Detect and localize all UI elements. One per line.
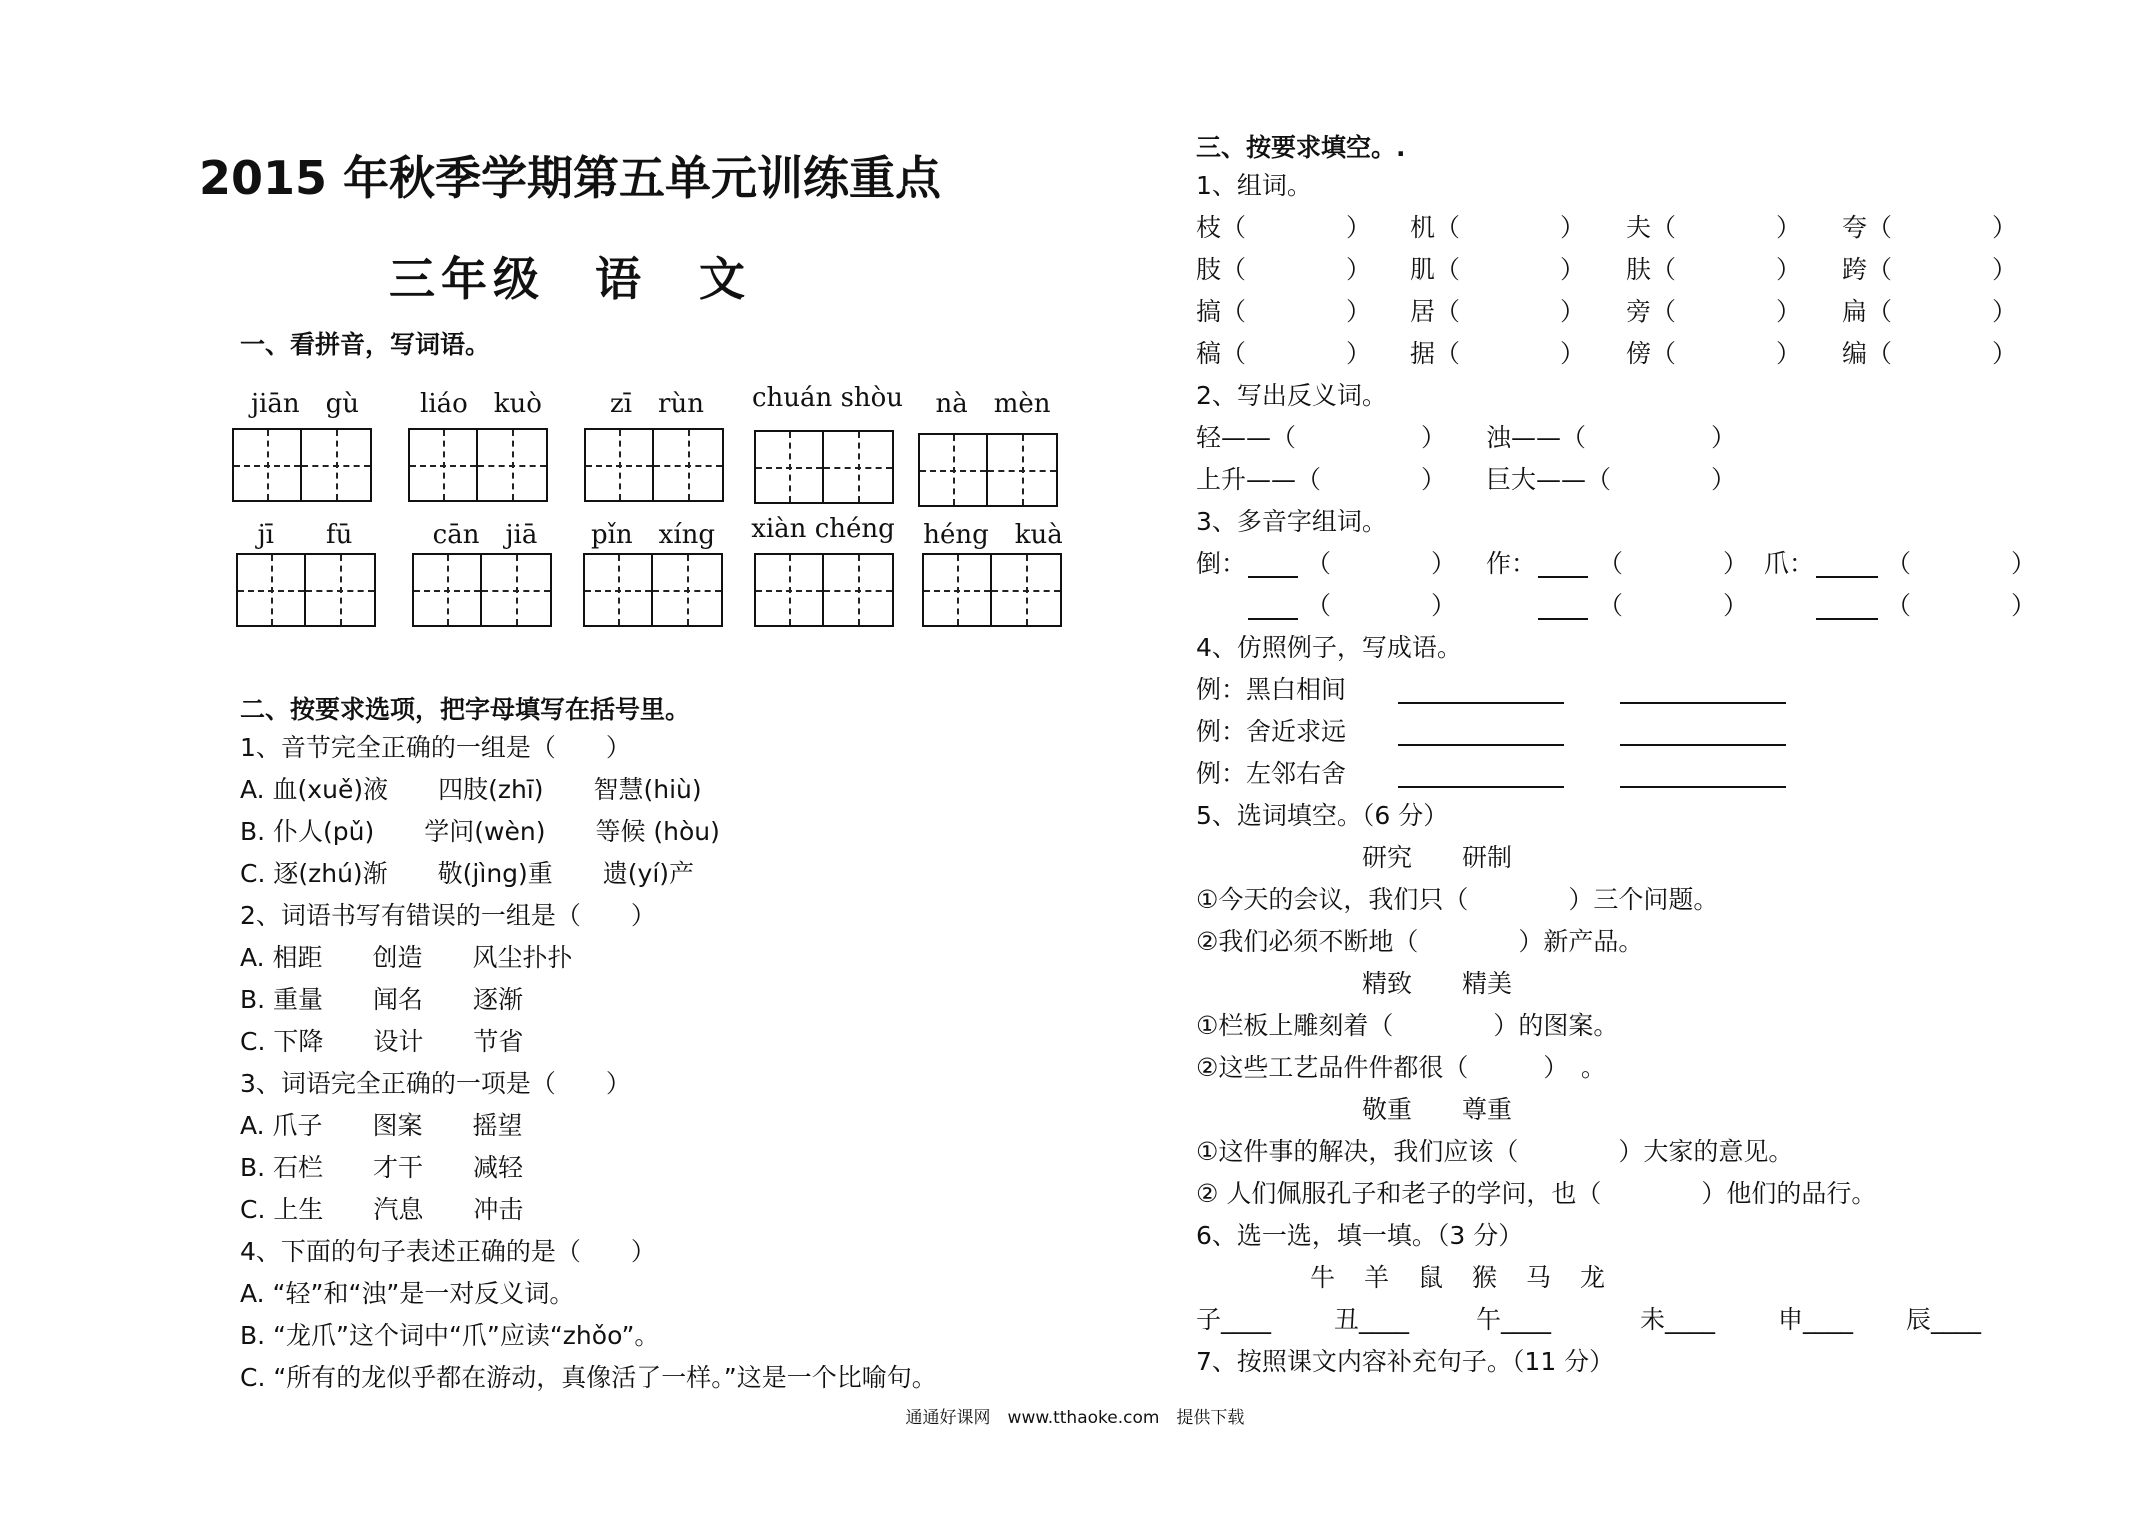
zodiac-blank: 申____ xyxy=(1778,1305,1854,1334)
section3-heading: 三、按要求填空。. xyxy=(1196,133,1406,162)
option-2a: A. 相距 创造 风尘扑扑 xyxy=(240,943,573,972)
option-4a: A. “轻”和“浊”是一对反义词。 xyxy=(240,1279,575,1308)
idiom-blank[interactable] xyxy=(1620,702,1786,704)
antonym-1a: 轻——（ ） xyxy=(1196,423,1447,452)
pinyin-2-3: pǐn xíng xyxy=(590,520,716,550)
zodiac-blank: 子____ xyxy=(1196,1305,1272,1334)
zuci-item: 傍（ ） xyxy=(1626,339,1802,368)
zuci-item: 编（ ） xyxy=(1842,339,2018,368)
antonym-2b: 巨大——（ ） xyxy=(1486,465,1737,494)
polyphone-dao-label: 倒： xyxy=(1196,549,1247,578)
option-1b: B. 仆人(pǔ) 学问(wèn) 等候 (hòu) xyxy=(240,817,720,846)
subq-5: 5、选词填空。（6 分） xyxy=(1196,801,1449,830)
answer-blank[interactable] xyxy=(1248,618,1298,620)
fill-sentence: ②这些工艺品件件都很（ ） 。 xyxy=(1196,1053,1606,1082)
word-choices-1: 研究 研制 xyxy=(1362,843,1513,872)
zuci-item: 肢（ ） xyxy=(1196,255,1372,284)
paren-blank: （ ） xyxy=(1598,549,1749,578)
answer-blank[interactable] xyxy=(1538,576,1588,578)
idiom-example-2: 例：舍近求远 xyxy=(1196,717,1347,746)
antonym-1b: 浊——（ ） xyxy=(1486,423,1737,452)
option-1c: C. 逐(zhú)渐 敬(jìng)重 遗(yí)产 xyxy=(240,859,695,888)
question-4: 4、下面的句子表述正确的是（ ） xyxy=(240,1237,656,1266)
fill-sentence: ②我们必须不断地（ ）新产品。 xyxy=(1196,927,1644,956)
zuci-item: 稿（ ） xyxy=(1196,339,1372,368)
zuci-item: 旁（ ） xyxy=(1626,297,1802,326)
subq-7: 7、按照课文内容补充句子。（11 分） xyxy=(1196,1347,1615,1376)
zuci-item: 枝（ ） xyxy=(1196,213,1372,242)
zuci-item: 夫（ ） xyxy=(1626,213,1802,242)
subq-6: 6、选一选，填一填。（3 分） xyxy=(1196,1221,1524,1250)
idiom-blank[interactable] xyxy=(1620,786,1786,788)
writing-grid[interactable] xyxy=(584,428,724,502)
writing-grid[interactable] xyxy=(754,430,894,504)
paren-blank: （ ） xyxy=(1306,549,1457,578)
writing-grid[interactable] xyxy=(412,553,552,627)
option-3b: B. 石栏 才干 减轻 xyxy=(240,1153,524,1182)
zuci-item: 夸（ ） xyxy=(1842,213,2018,242)
subq-3: 3、多音字组词。 xyxy=(1196,507,1387,536)
idiom-blank[interactable] xyxy=(1398,702,1564,704)
answer-blank[interactable] xyxy=(1538,618,1588,620)
section2-heading: 二、按要求选项，把字母填写在括号里。 xyxy=(240,695,691,724)
subject-label: 语 文 xyxy=(595,252,751,306)
question-1: 1、音节完全正确的一组是（ ） xyxy=(240,733,631,762)
zuci-item: 据（ ） xyxy=(1410,339,1586,368)
answer-blank[interactable] xyxy=(1248,576,1298,578)
zodiac-blank: 辰____ xyxy=(1906,1305,1982,1334)
zodiac-animals: 牛 羊 鼠 猴 马 龙 xyxy=(1310,1263,1608,1292)
zodiac-blank: 未____ xyxy=(1640,1305,1716,1334)
idiom-blank[interactable] xyxy=(1620,744,1786,746)
question-2: 2、词语书写有错误的一组是（ ） xyxy=(240,901,656,930)
writing-grid[interactable] xyxy=(754,553,894,627)
subq-1: 1、组词。 xyxy=(1196,171,1312,200)
section1-heading: 一、看拼音，写词语。 xyxy=(240,330,491,359)
writing-grid[interactable] xyxy=(236,553,376,627)
zuci-item: 居（ ） xyxy=(1410,297,1586,326)
word-choices-2: 精致 精美 xyxy=(1362,969,1513,998)
pinyin-2-2: cān jiā xyxy=(432,520,538,550)
word-choices-3: 敬重 尊重 xyxy=(1362,1095,1513,1124)
zodiac-blank: 午____ xyxy=(1476,1305,1552,1334)
writing-grid[interactable] xyxy=(918,433,1058,507)
question-3: 3、词语完全正确的一项是（ ） xyxy=(240,1069,631,1098)
option-3c: C. 上生 汽息 冲击 xyxy=(240,1195,524,1224)
fill-sentence: ② 人们佩服孔子和老子的学问，也（ ）他们的品行。 xyxy=(1196,1179,1877,1208)
option-3a: A. 爪子 图案 摇望 xyxy=(240,1111,523,1140)
pinyin-1-4: chuán shòu xyxy=(752,383,904,413)
idiom-example-1: 例：黑白相间 xyxy=(1196,675,1347,704)
zuci-item: 机（ ） xyxy=(1410,213,1586,242)
pinyin-2-5: héng kuà xyxy=(923,520,1063,550)
paren-blank: （ ） xyxy=(1886,591,2037,620)
subq-4: 4、仿照例子，写成语。 xyxy=(1196,633,1462,662)
footer-credit: 通通好课网 www.tthaoke.com 提供下载 xyxy=(905,1408,1245,1428)
polyphone-zuo-label: 作： xyxy=(1486,549,1537,578)
fill-sentence: ①今天的会议，我们只（ ）三个问题。 xyxy=(1196,885,1719,914)
option-4c: C. “所有的龙似乎都在游动，真像活了一样。”这是一个比喻句。 xyxy=(240,1363,937,1392)
page-title: 2015 年秋季学期第五单元训练重点 xyxy=(198,151,942,205)
paren-blank: （ ） xyxy=(1306,591,1457,620)
zuci-item: 肤（ ） xyxy=(1626,255,1802,284)
grade-label: 三年级 xyxy=(389,252,545,306)
zuci-item: 跨（ ） xyxy=(1842,255,2018,284)
zuci-item: 搞（ ） xyxy=(1196,297,1372,326)
pinyin-1-1: jiān gù xyxy=(250,389,359,419)
fill-sentence: ①栏板上雕刻着（ ）的图案。 xyxy=(1196,1011,1619,1040)
idiom-example-3: 例：左邻右舍 xyxy=(1196,759,1347,788)
writing-grid[interactable] xyxy=(583,553,723,627)
grade-subject-title xyxy=(0,243,1140,309)
answer-blank[interactable] xyxy=(1816,576,1878,578)
zodiac-blank: 丑____ xyxy=(1334,1305,1410,1334)
antonym-2a: 上升——（ ） xyxy=(1196,465,1447,494)
idiom-blank[interactable] xyxy=(1398,744,1564,746)
option-2b: B. 重量 闻名 逐渐 xyxy=(240,985,524,1014)
paren-blank: （ ） xyxy=(1598,591,1749,620)
pinyin-1-5: nà mèn xyxy=(935,389,1051,419)
zuci-item: 扁（ ） xyxy=(1842,297,2018,326)
answer-blank[interactable] xyxy=(1816,618,1878,620)
subq-2: 2、写出反义词。 xyxy=(1196,381,1387,410)
option-1a: A. 血(xuě)液 四肢(zhī) 智慧(hiù) xyxy=(240,775,702,804)
pinyin-1-2: liáo kuò xyxy=(420,389,542,419)
option-2c: C. 下降 设计 节省 xyxy=(240,1027,524,1056)
pinyin-1-3: zī rùn xyxy=(610,389,704,419)
paren-blank: （ ） xyxy=(1886,549,2037,578)
pinyin-2-1: jī fū xyxy=(257,520,353,550)
zuci-item: 肌（ ） xyxy=(1410,255,1586,284)
polyphone-zhua-label: 爪： xyxy=(1764,549,1815,578)
option-4b: B. “龙爪”这个词中“爪”应读“zhǒo”。 xyxy=(240,1321,660,1350)
writing-grid[interactable] xyxy=(232,428,372,502)
pinyin-2-4: xiàn chéng xyxy=(751,514,895,544)
writing-grid[interactable] xyxy=(922,553,1062,627)
idiom-blank[interactable] xyxy=(1398,786,1564,788)
writing-grid[interactable] xyxy=(408,428,548,502)
fill-sentence: ①这件事的解决，我们应该（ ）大家的意见。 xyxy=(1196,1137,1794,1166)
